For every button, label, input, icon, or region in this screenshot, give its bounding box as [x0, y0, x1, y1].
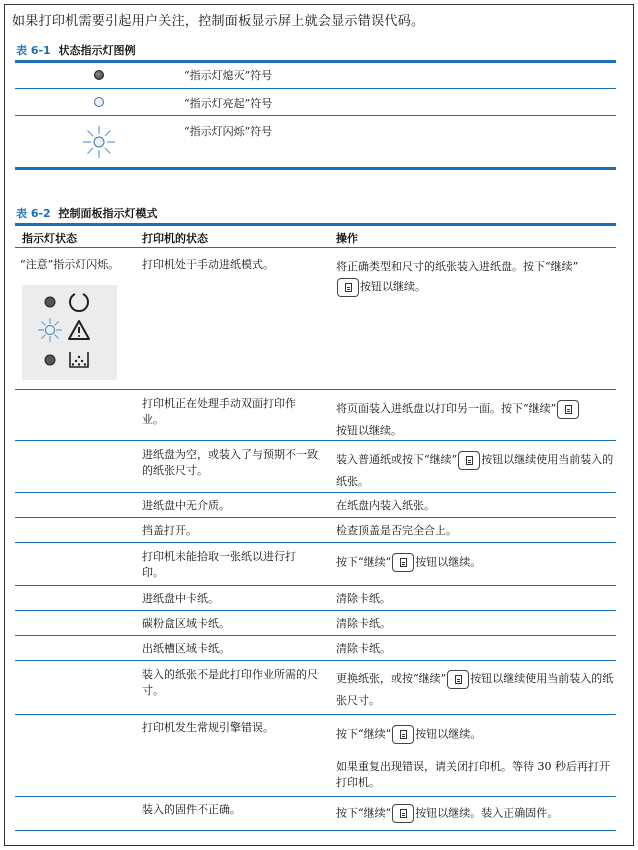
printer-state: 装入的固件不正确。: [142, 803, 241, 816]
table1-bottom-rule: [15, 167, 616, 170]
action-part: 按钮以继续使用当前装入的纸张尺寸。: [336, 672, 614, 707]
printer-state: 装入的纸张不是此打印作业所需的尺寸。: [142, 668, 318, 697]
action-part: 按钮以继续。装入正确固件。: [415, 806, 559, 820]
row-divider: [15, 440, 616, 441]
printer-state: 挡盖打开。: [142, 524, 197, 537]
header-printer-status: 打印机的状态: [142, 232, 208, 245]
continue-button-icon: [557, 400, 579, 419]
table1-title: 状态指示灯图例: [58, 44, 136, 57]
action-text: 清除卡纸。: [336, 617, 391, 630]
action-text: [336, 668, 618, 712]
light-on-icon: [94, 97, 104, 107]
row-divider: [15, 660, 616, 661]
action-part: 按钮以继续使用当前装入的纸张。: [336, 453, 614, 488]
table2-caption: [16, 205, 158, 221]
action-text: 清除卡纸。: [336, 642, 391, 655]
printer-state: 出纸槽区域卡纸。: [142, 642, 230, 655]
table1-caption: [16, 42, 136, 58]
printer-state: 打印机正在处理手动双面打印作业。: [142, 397, 296, 426]
action-part: 按下“继续”: [336, 727, 392, 741]
table1-number: 表 6-1: [16, 44, 51, 57]
table1-row-divider: [15, 115, 616, 116]
table1-row-on: “指示灯亮起”符号: [184, 97, 273, 110]
row-divider: [15, 542, 616, 543]
table2-number: 表 6-2: [16, 207, 51, 220]
action-text: [336, 449, 618, 493]
action-part: 将正确类型和尺寸的纸张装入进纸盘。按下“继续”: [336, 260, 579, 273]
table2-top-rule: [15, 223, 616, 226]
row-divider: [15, 714, 616, 715]
printer-state: 进纸盘中无介质。: [142, 499, 230, 512]
continue-button-icon: [458, 451, 480, 470]
action-text: 在纸盘内装入纸张。: [336, 499, 435, 512]
intro-text: 如果打印机需要引起用户关注，控制面板显示屏上就会显示错误代码。: [12, 14, 425, 29]
printer-state: 打印机发生常规引擎错误。: [142, 721, 274, 734]
action-part: 更换纸张，或按“继续”: [336, 672, 447, 685]
table1-row-off: “指示灯熄灭”符号: [184, 69, 273, 82]
continue-button-icon: [392, 804, 414, 823]
light-pattern-text: “注意”指示灯闪烁。: [20, 258, 120, 271]
row-divider: [15, 610, 616, 611]
table2-title: 控制面板指示灯模式: [58, 207, 158, 220]
continue-button-icon: [447, 670, 469, 689]
action-part: 按钮以继续。: [336, 424, 402, 437]
action-text: [336, 725, 618, 744]
continue-button-icon: [337, 278, 359, 297]
action-part: 装入普通纸或按下“继续”: [336, 453, 458, 466]
action-part: 按下“继续”: [336, 555, 392, 569]
table1-top-rule: [15, 60, 616, 63]
printer-state: 打印机处于手动进纸模式。: [142, 258, 274, 271]
printer-state: 进纸盘为空，或装入了与预期不一致的纸张尺寸。: [142, 448, 318, 477]
action-part: 按下“继续”: [336, 806, 392, 820]
printer-state: 打印机未能拾取一张纸以进行打印。: [142, 550, 296, 579]
row-divider: [15, 517, 616, 518]
row-divider: [15, 796, 616, 797]
table2-bottom-rule: [15, 830, 616, 831]
row-divider: [15, 635, 616, 636]
action-text: 检查顶盖是否完全合上。: [336, 524, 457, 537]
printer-state: 进纸盘中卡纸。: [142, 592, 219, 605]
action-part: 按钮以继续。: [415, 727, 482, 741]
table2-header-rule: [15, 247, 616, 248]
action-part: 将页面装入进纸盘以打印另一面。按下“继续”: [336, 402, 557, 415]
action-note: 如果重复出现错误，请关闭打印机。等待 30 秒后再打开打印机。: [336, 760, 610, 789]
row-divider: [15, 585, 616, 586]
action-text: [336, 553, 616, 572]
action-text: 清除卡纸。: [336, 592, 391, 605]
control-panel-image: [22, 285, 117, 380]
header-action: 操作: [336, 232, 358, 245]
action-text: [336, 398, 621, 442]
action-part: 按钮以继续。: [360, 280, 426, 293]
table1-row-blink: “指示灯闪烁”符号: [184, 125, 273, 138]
action-text: [336, 804, 618, 823]
light-blinking-icon: [81, 124, 117, 160]
header-light-status: 指示灯状态: [22, 232, 77, 245]
control-panel-lights: [22, 285, 117, 380]
table1-row-divider: [15, 88, 616, 89]
continue-button-icon: [392, 553, 414, 572]
continue-button-icon: [392, 725, 414, 744]
action-text: [336, 257, 616, 297]
row-divider: [15, 389, 616, 390]
printer-state: 碳粉盒区域卡纸。: [142, 617, 230, 630]
action-part: 按钮以继续。: [415, 555, 482, 569]
row-divider: [15, 492, 616, 493]
light-off-icon: [94, 70, 104, 80]
